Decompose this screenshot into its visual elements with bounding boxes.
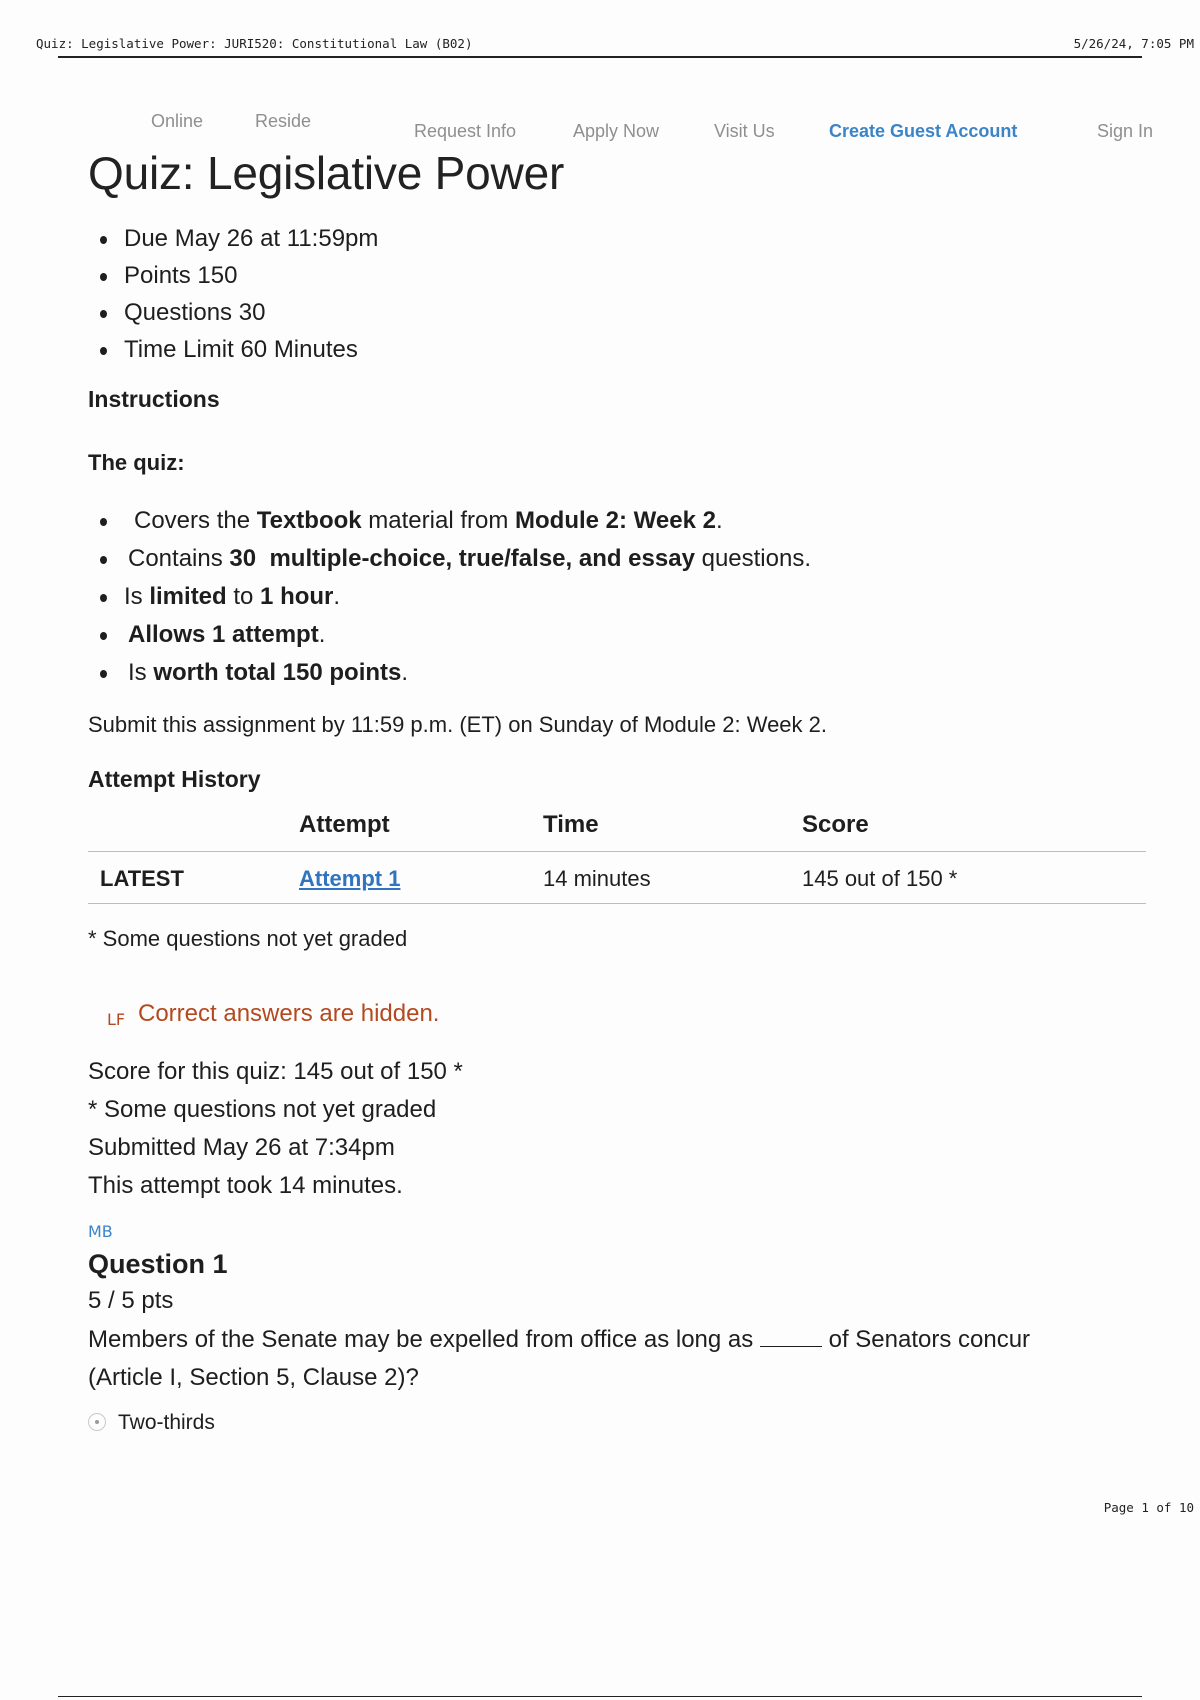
table-divider — [88, 851, 1146, 852]
meta-label: Due — [124, 225, 169, 252]
meta-value: May 26 at 11:59pm — [174, 225, 379, 252]
meta-item-time-limit — [88, 331, 378, 368]
annotation-initials-mb: MB — [88, 1222, 113, 1241]
not-graded-footnote: * Some questions not yet graded — [88, 926, 408, 951]
header-rule — [58, 56, 1142, 58]
meta-label: Points — [124, 262, 191, 289]
instruction-text: . — [318, 621, 326, 648]
question-text-start: Members of the Senate may be expelled from office as long as — [88, 1326, 760, 1353]
answer-radio-icon[interactable] — [88, 1413, 106, 1431]
answer-option-label: Two-thirds — [118, 1411, 215, 1434]
instruction-bold: 30 — [229, 545, 257, 572]
nav-create-guest-account-link[interactable]: Create Guest Account — [829, 121, 1018, 141]
attempt-time-cell: 14 minutes — [543, 866, 651, 891]
score-line: Score for this quiz: 145 out of 150 * — [88, 1058, 463, 1085]
meta-item-points — [88, 257, 378, 294]
page-title: Quiz: Legislative Power — [88, 147, 565, 199]
attempt-status-cell: LATEST — [100, 866, 184, 891]
column-header-time: Time — [543, 811, 599, 838]
column-header-score: Score — [802, 811, 869, 838]
instruction-text: Is — [128, 659, 154, 686]
quiz-meta-list — [88, 220, 378, 368]
instruction-bold: 1 hour — [260, 583, 334, 610]
meta-item-due — [88, 220, 378, 257]
instruction-bold: worth total 150 points — [153, 659, 402, 686]
question-1-text — [88, 1321, 1088, 1397]
instruction-item — [88, 578, 811, 616]
instruction-text — [256, 545, 269, 572]
submitted-line: Submitted May 26 at 7:34pm — [88, 1134, 395, 1161]
instruction-text: questions. — [694, 545, 811, 572]
quiz-result-summary — [88, 1053, 463, 1205]
instruction-text: to — [226, 583, 261, 610]
bullet-icon — [100, 518, 107, 526]
meta-value: 60 Minutes — [240, 336, 358, 363]
instructions-heading: Instructions — [88, 386, 220, 412]
answer-blank — [760, 1326, 822, 1347]
footer-rule — [58, 1696, 1142, 1697]
meta-label: Questions — [124, 299, 233, 326]
instruction-bold: Textbook — [256, 507, 362, 534]
nav-reside-link[interactable]: Reside — [255, 111, 312, 131]
bullet-icon — [100, 670, 107, 678]
meta-value: 150 — [197, 262, 238, 289]
instruction-item — [88, 502, 811, 540]
meta-value: 30 — [238, 299, 266, 326]
print-header — [36, 34, 1194, 58]
nav-visit-us-link[interactable]: Visit Us — [714, 121, 775, 141]
instruction-text: Contains — [128, 545, 230, 572]
nav-apply-now-link[interactable]: Apply Now — [573, 121, 660, 141]
instruction-text: Is — [124, 583, 150, 610]
instruction-text: . — [333, 583, 341, 610]
submit-note: Submit this assignment by 11:59 p.m. (ET) on Sunday of Module 2: Week 2. — [88, 712, 827, 737]
question-1-points: 5 / 5 pts — [88, 1287, 174, 1314]
attempt-score-cell: 145 out of 150 * — [802, 866, 958, 891]
instruction-text: material from — [361, 507, 515, 534]
nav-sign-in-link[interactable]: Sign In — [1097, 121, 1154, 141]
nav-request-info-link[interactable]: Request Info — [414, 121, 517, 141]
annotation-initials-lf: LF — [107, 1010, 126, 1029]
instruction-item — [88, 654, 811, 692]
attempt-1-link[interactable]: Attempt 1 — [299, 866, 401, 891]
duration-line: This attempt took 14 minutes. — [88, 1172, 403, 1199]
attempt-history-heading: Attempt History — [88, 766, 261, 792]
instruction-item — [88, 616, 811, 654]
meta-item-questions — [88, 294, 378, 331]
column-header-attempt: Attempt — [299, 811, 390, 838]
bullet-icon — [100, 594, 107, 602]
correct-answers-hidden-notice: Correct answers are hidden. — [138, 1000, 440, 1027]
meta-label: Time Limit — [124, 336, 234, 363]
bullet-icon — [100, 310, 107, 318]
print-header-title: Quiz: Legislative Power: JURI520: Constitutional Law (B02) — [36, 36, 473, 51]
instruction-text: . — [715, 507, 723, 534]
quiz-instructions-list — [88, 502, 811, 692]
not-graded-line: * Some questions not yet graded — [88, 1096, 437, 1123]
instruction-item — [88, 540, 811, 578]
print-header-datetime: 5/26/24, 7:05 PM — [1073, 36, 1194, 51]
instruction-bold: multiple-choice, true/false, and essay — [269, 545, 695, 572]
question-1-title: Question 1 — [88, 1249, 228, 1279]
bullet-icon — [100, 556, 107, 564]
nav-online-link[interactable]: Online — [151, 111, 204, 131]
bullet-icon — [100, 632, 107, 640]
page-number: Page 1 of 10 — [1103, 1500, 1194, 1515]
bullet-icon — [100, 347, 107, 355]
instruction-bold: Module 2: Week 2 — [515, 507, 716, 534]
bullet-icon — [100, 236, 107, 244]
instruction-text: . — [401, 659, 409, 686]
table-divider — [88, 903, 1146, 904]
question-text-end: of Senators concur (Article I, Section 5, Clause 2)? — [88, 1326, 1031, 1391]
bullet-icon — [100, 273, 107, 281]
instruction-bold: Allows 1 attempt — [128, 621, 319, 648]
instruction-bold: limited — [149, 583, 227, 610]
instruction-text: Covers the — [134, 507, 257, 534]
quiz-subheading: The quiz: — [88, 450, 185, 475]
